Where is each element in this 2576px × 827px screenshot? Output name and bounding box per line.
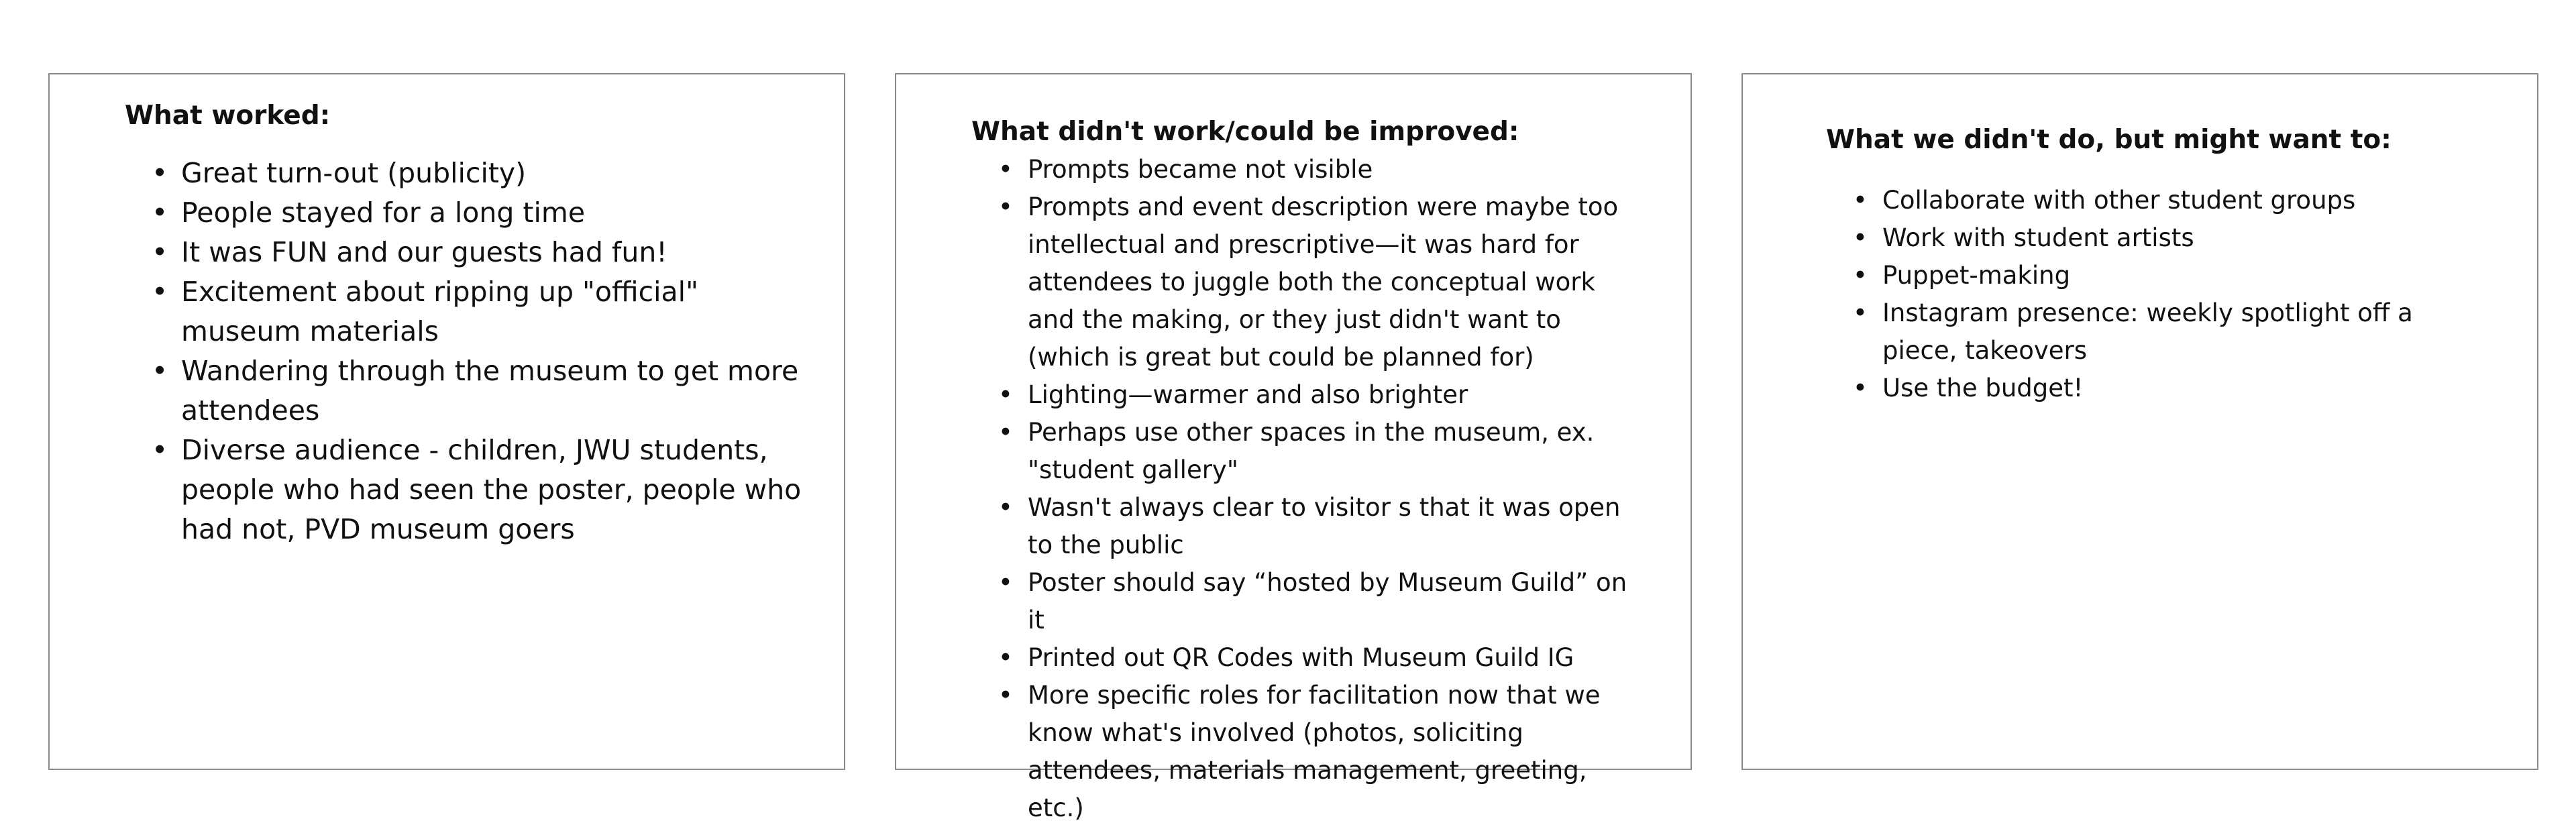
bullet-icon: • xyxy=(998,643,1013,672)
list-item xyxy=(1826,294,2430,370)
list-item xyxy=(971,188,1649,376)
bullet-icon: • xyxy=(998,192,1013,221)
bullet-icon: • xyxy=(152,157,168,189)
list-item xyxy=(125,154,822,193)
list-item-text: Prompts and event description were maybe too intellectual and prescriptive—it was hard for attendees to juggle both the conceptual work and the making, or they just didn't want to (which is great but could be planned for) xyxy=(1028,192,1619,372)
list-item-text: Lighting—warmer and also brighter xyxy=(1028,380,1468,409)
list-item xyxy=(1826,219,2430,257)
bullet-icon: • xyxy=(998,681,1013,710)
list-item-text: Great turn-out (publicity) xyxy=(181,157,527,189)
list-item xyxy=(1826,182,2430,219)
list-item xyxy=(125,272,822,351)
bullet-icon: • xyxy=(152,434,168,466)
bullet-icon: • xyxy=(998,418,1013,447)
what-worked-card xyxy=(48,73,845,770)
bullet-icon: • xyxy=(152,355,168,387)
list-item xyxy=(971,151,1649,188)
list-item-text: Work with student artists xyxy=(1882,223,2194,252)
card-heading: What didn't work/could be improved: xyxy=(971,117,1519,147)
list-item xyxy=(1826,257,2430,294)
bullet-icon: • xyxy=(1853,186,1868,215)
bullet-icon: • xyxy=(1853,374,1868,402)
card-heading: What we didn't do, but might want to: xyxy=(1826,125,2392,155)
bullet-icon: • xyxy=(998,493,1013,522)
bullet-icon: • xyxy=(152,276,168,308)
list-item-text: Instagram presence: weekly spotlight off a piece, takeovers xyxy=(1882,298,2413,365)
list-item-text: People stayed for a long time xyxy=(181,197,586,229)
list-item-text: Puppet-making xyxy=(1882,261,2071,290)
list-item-text: More specific roles for facilitation now that we know what's involved (photos, soliciting attendees, materials management, greeting, etc.) xyxy=(1028,681,1601,822)
list-item-text: Wasn't always clear to visitor s that it was open to the public xyxy=(1028,493,1621,559)
bullet-icon: • xyxy=(1853,261,1868,290)
bullet-list xyxy=(971,151,1649,827)
bullet-icon: • xyxy=(1853,298,1868,327)
list-item-text: Collaborate with other student groups xyxy=(1882,186,2356,215)
list-item xyxy=(971,677,1649,827)
list-item xyxy=(971,639,1649,677)
bullet-list xyxy=(1826,182,2430,407)
list-item xyxy=(971,564,1649,639)
bullet-icon: • xyxy=(1853,223,1868,252)
list-item xyxy=(125,193,822,233)
bullet-list xyxy=(125,154,822,549)
list-item-text: Diverse audience - children, JWU students, people who had seen the poster, people who had not, PVD museum goers xyxy=(181,434,802,545)
list-item-text: Printed out QR Codes with Museum Guild IG xyxy=(1028,643,1574,672)
list-item xyxy=(971,414,1649,489)
list-item-text: It was FUN and our guests had fun! xyxy=(181,236,667,268)
bullet-icon: • xyxy=(998,568,1013,597)
list-item xyxy=(971,489,1649,564)
list-item-text: Poster should say “hosted by Museum Guild” on it xyxy=(1028,568,1627,635)
list-item xyxy=(971,376,1649,414)
list-item-text: Perhaps use other spaces in the museum, ex. "student gallery" xyxy=(1028,418,1595,484)
list-item-text: Prompts became not visible xyxy=(1028,155,1373,184)
bullet-icon: • xyxy=(152,197,168,229)
list-item-text: Wandering through the museum to get more attendees xyxy=(181,355,799,427)
list-item-text: Use the budget! xyxy=(1882,374,2084,402)
list-item xyxy=(125,351,822,431)
list-item xyxy=(125,233,822,272)
bullet-icon: • xyxy=(998,380,1013,409)
card-heading: What worked: xyxy=(125,101,331,131)
bullet-icon: • xyxy=(152,236,168,268)
what-didnt-work-card xyxy=(895,73,1692,822)
list-item xyxy=(1826,370,2430,407)
list-item-text: Excitement about ripping up "official" museum materials xyxy=(181,276,698,347)
list-item xyxy=(125,431,822,549)
bullet-icon: • xyxy=(998,155,1013,184)
what-we-didnt-do-card xyxy=(1741,73,2538,770)
